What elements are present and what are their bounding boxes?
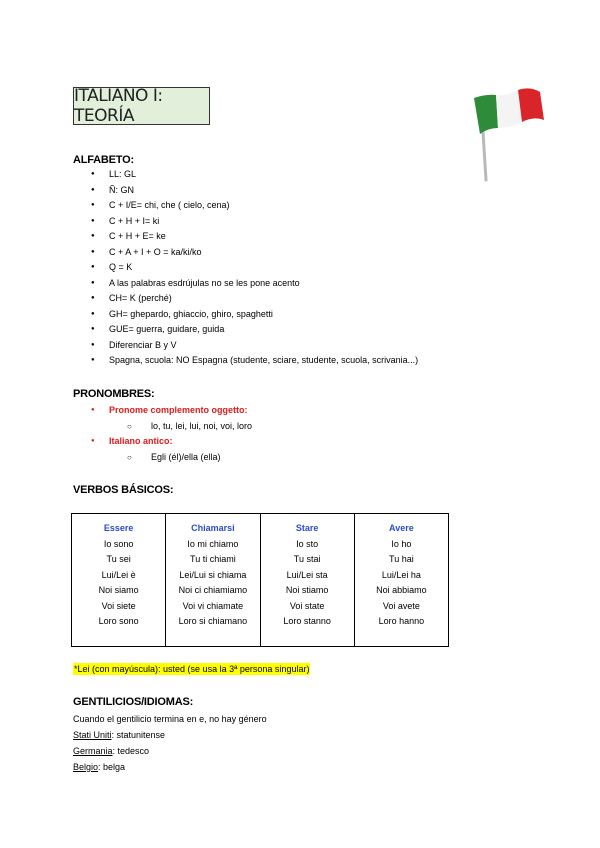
gentilicio-row — [73, 746, 149, 756]
pronombres-list — [91, 403, 248, 419]
table-cell: Noi ci chiamiamo — [178, 585, 248, 595]
table-cell: Voi vi chiamate — [182, 600, 244, 611]
alfabeto-list — [91, 167, 418, 369]
table-cell: Tu sei — [106, 554, 131, 564]
list-item: ● CH= K (perché) — [91, 291, 418, 307]
verb-column — [166, 514, 260, 646]
highlighted-note: *Lei (con mayúscula): usted (se usa la 3ª persona singular) — [74, 664, 310, 674]
table-cell: Io mi chiamo — [187, 538, 239, 549]
verbos-heading: VERBOS BÁSICOS: — [73, 484, 174, 496]
country-name: Germania — [73, 746, 113, 756]
table-cell: Tu hai — [389, 554, 414, 564]
table-cell: Loro hanno — [378, 616, 425, 626]
table-cell: Voi state — [289, 600, 325, 611]
table-cell: Io sono — [103, 538, 134, 549]
table-cell: Lui/Lei è — [101, 569, 136, 580]
table-cell: Voi avete — [382, 600, 420, 611]
table-cell: Io ho — [391, 538, 412, 549]
alfabeto-heading: ALFABETO: — [73, 154, 134, 166]
table-cell: Noi siamo — [98, 585, 139, 595]
column-header: Chiamarsi — [191, 523, 235, 533]
gentilicio-row — [73, 730, 165, 740]
list-item: ● GH= ghepardo, ghiaccio, ghiro, spaghetti — [91, 307, 418, 323]
table-cell: Noi stiamo — [285, 585, 329, 595]
verb-column — [261, 514, 355, 646]
table-cell: Loro si chiamano — [178, 616, 248, 626]
table-cell: Io sto — [296, 538, 319, 549]
list-item: ● Spagna, scuola: NO Espagna (studente, sciare, studente, scuola, scrivania...) — [91, 353, 418, 369]
verbs-table — [71, 513, 449, 647]
country-name: Belgio — [73, 762, 99, 772]
column-header: Essere — [103, 523, 134, 533]
table-cell: Loro sono — [98, 616, 139, 626]
table-cell: Noi abbiamo — [376, 585, 427, 595]
list-item: ● A las palabras esdrújulas no se les pone acento — [91, 276, 418, 292]
table-cell: Lui/Lei ha — [381, 569, 421, 580]
list-item: ● Pronome complemento oggetto: — [91, 403, 248, 419]
table-cell: Tu ti chiami — [190, 554, 236, 564]
country-value: : tedesco — [112, 746, 150, 756]
page-title: ITALIANO I: TEORÍA — [73, 87, 210, 125]
table-cell: Tu stai — [293, 554, 321, 564]
country-name: Stati Uniti — [73, 730, 112, 740]
italy-flag-image — [466, 86, 546, 182]
country-value: : belga — [98, 762, 126, 772]
sub-list-item: ○ lo, tu, lei, lui, noi, voi, loro — [127, 419, 252, 435]
list-item: ● C + A + I + O = ka/ki/ko — [91, 245, 418, 261]
list-item: ● C + H + E= ke — [91, 229, 418, 245]
list-item: ● Italiano antico: — [91, 434, 173, 450]
column-header: Avere — [389, 523, 414, 533]
pronombres-heading: PRONOMBRES: — [73, 388, 155, 400]
gentilicios-intro: Cuando el gentilicio termina en e, no hay género — [73, 714, 267, 724]
country-value: : statunitense — [111, 730, 166, 740]
verb-column — [72, 514, 166, 646]
list-item: ● Ñ: GN — [91, 183, 418, 199]
table-cell: Loro stanno — [283, 616, 331, 626]
table-cell: Voi siete — [101, 600, 136, 611]
column-header: Stare — [295, 523, 319, 533]
pronombres-list-2 — [91, 434, 173, 450]
list-item: ● C + H + I= ki — [91, 214, 418, 230]
gentilicios-heading: GENTILICIOS/IDIOMAS: — [73, 696, 194, 708]
table-cell: Lui/Lei sta — [286, 569, 328, 580]
gentilicio-row — [73, 762, 125, 772]
list-item: ● Diferenciar B y V — [91, 338, 418, 354]
sub-list-item: ○ Egli (él)/ella (ella) — [127, 450, 221, 466]
list-item: ● Q = K — [91, 260, 418, 276]
list-item: ● GUE= guerra, guidare, guida — [91, 322, 418, 338]
verb-column — [355, 514, 448, 646]
list-item: ● LL: GL — [91, 167, 418, 183]
table-cell: Lei/Lui si chiama — [179, 569, 247, 580]
list-item: ● C + I/E= chi, che ( cielo, cena) — [91, 198, 418, 214]
